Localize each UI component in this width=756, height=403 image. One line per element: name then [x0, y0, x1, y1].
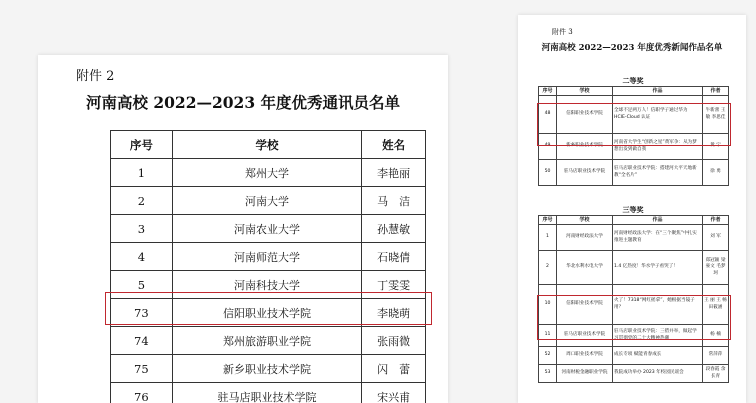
third-prize-table	[538, 215, 729, 383]
attachment-label: 附件 2	[76, 69, 115, 84]
table-header-row	[111, 131, 426, 159]
row-no: 3	[111, 215, 173, 243]
table-header-row	[539, 216, 729, 225]
row-school: 新乡职业技术学院	[172, 355, 361, 383]
header-no: 序号	[539, 216, 557, 225]
row-name: 闪 蕾	[362, 355, 426, 383]
table-row	[539, 251, 729, 285]
row-author: 常萍萍	[703, 347, 729, 365]
row-school: 驻马店职业技术学院	[557, 160, 613, 186]
row-author: 段春霞 余长青	[703, 365, 729, 383]
row-no: 48	[539, 96, 557, 134]
row-school: 信阳职业技术学院	[557, 96, 613, 134]
table-row	[539, 325, 729, 347]
row-no: 75	[111, 355, 173, 383]
page-title: 河南高校 2022—2023 年度优秀新闻作品名单	[541, 43, 723, 53]
row-school: 驻马店职业技术学院	[557, 325, 613, 347]
row-school: 河南农业大学	[172, 215, 361, 243]
row-no: 2	[539, 251, 557, 285]
row-no: 1	[539, 225, 557, 251]
row-name: 李艳丽	[362, 159, 426, 187]
header-author: 作者	[703, 216, 729, 225]
row-no: 76	[111, 383, 173, 403]
row-work: 成长专项 赋能青春成长	[613, 347, 703, 365]
row-no: 53	[539, 365, 557, 383]
row-school: 信阳职业技术学院	[557, 285, 613, 325]
row-name: 孙慧敏	[362, 215, 426, 243]
table-row	[539, 160, 729, 186]
table-row	[539, 347, 729, 365]
row-no: 4	[111, 243, 173, 271]
row-author: 黄 宁	[703, 134, 729, 160]
row-work: 河南财经政法大学：在“三个聚焦”中扎实推进主题教育	[613, 225, 703, 251]
header-no: 序号	[111, 131, 173, 159]
row-school: 郑州旅游职业学院	[172, 327, 361, 355]
row-school: 驻马店职业技术学院	[172, 383, 361, 403]
row-work: 驻马店职业技术学院：三措并举，做起学习贯彻党的二十大精神热潮	[613, 325, 703, 347]
attachment-label: 附件 3	[552, 28, 573, 36]
table-row	[111, 187, 426, 215]
table-row	[111, 327, 426, 355]
row-name: 丁雯雯	[362, 271, 426, 299]
table-row	[539, 365, 729, 383]
table-row	[111, 271, 426, 299]
row-school: 华北水利水电大学	[557, 251, 613, 285]
table-row	[111, 383, 426, 403]
table-row	[539, 225, 729, 251]
row-school: 河南大学	[172, 187, 361, 215]
row-author: 牛新蕾 王 敏 李思佳	[703, 96, 729, 134]
third-prize-label: 三等奖	[622, 205, 644, 214]
header-school: 学校	[557, 216, 613, 225]
header-work: 作品	[613, 87, 703, 96]
attachment-3-page	[518, 15, 746, 403]
row-school: 河南师范大学	[172, 243, 361, 271]
header-author: 作者	[703, 87, 729, 96]
row-no: 11	[539, 325, 557, 347]
row-school: 信阳职业技术学院	[172, 299, 361, 327]
row-work: 驻马店职业技术学院：搭建河大平天地新教“全名片”	[613, 160, 703, 186]
table-row	[111, 215, 426, 243]
header-name: 姓名	[362, 131, 426, 159]
row-no: 74	[111, 327, 173, 355]
row-author: 王 丽 王 畅 田筱涵	[703, 285, 729, 325]
page-title: 河南高校 2022—2023 年度优秀通讯员名单	[85, 93, 401, 112]
row-no: 2	[111, 187, 173, 215]
row-name: 马 洁	[362, 187, 426, 215]
table-row-highlighted	[111, 299, 426, 327]
table-row	[539, 134, 729, 160]
row-no: 50	[539, 160, 557, 186]
second-prize-label: 二等奖	[622, 76, 644, 85]
row-work: 我院成功举办 2023 年校园民谣会	[613, 365, 703, 383]
table-row	[539, 285, 729, 325]
row-no: 10	[539, 285, 557, 325]
table-row	[111, 243, 426, 271]
row-school: 河南科技大学	[172, 271, 361, 299]
row-no: 5	[111, 271, 173, 299]
attachment-2-page	[38, 55, 448, 403]
row-school: 河南财经政法大学	[557, 225, 613, 251]
row-no: 49	[539, 134, 557, 160]
row-author: 杨 楠	[703, 325, 729, 347]
row-no: 52	[539, 347, 557, 365]
row-school: 新乡职业技术学院	[557, 134, 613, 160]
row-school: 周口职业技术学院	[557, 347, 613, 365]
row-name: 李晓萌	[362, 299, 426, 327]
row-no: 1	[111, 159, 173, 187]
header-school: 学校	[172, 131, 361, 159]
row-work: 全球不足两万人！信职学子通过华为 HCIE-Cloud 认证	[613, 96, 703, 134]
row-name: 石晓倩	[362, 243, 426, 271]
row-name: 宋兴甫	[362, 383, 426, 403]
row-name: 张雨微	[362, 327, 426, 355]
table-header-row	[539, 87, 729, 96]
header-work: 作品	[613, 216, 703, 225]
table-row	[111, 355, 426, 383]
header-no: 序号	[539, 87, 557, 96]
row-no: 73	[111, 299, 173, 327]
row-school: 河南财税金融职业学院	[557, 365, 613, 383]
row-author: 徐 勇	[703, 160, 729, 186]
row-work: 河南省大学生“创新之星”黄军争：从为梦想出发到做自我	[613, 134, 703, 160]
row-school: 郑州大学	[172, 159, 361, 187]
table-row	[539, 96, 729, 134]
row-work: 1.4 亿热度！华水学子看哭了！	[613, 251, 703, 285]
correspondent-table	[110, 130, 426, 403]
table-row	[111, 159, 426, 187]
row-work: 火了！7318“网红摇拿”，她根据当镜子用？	[613, 285, 703, 325]
second-prize-table	[538, 86, 729, 186]
row-author: 刘 军	[703, 225, 729, 251]
header-school: 学校	[557, 87, 613, 96]
row-author: 郑冠颖 梁豪文 毛梦珂	[703, 251, 729, 285]
